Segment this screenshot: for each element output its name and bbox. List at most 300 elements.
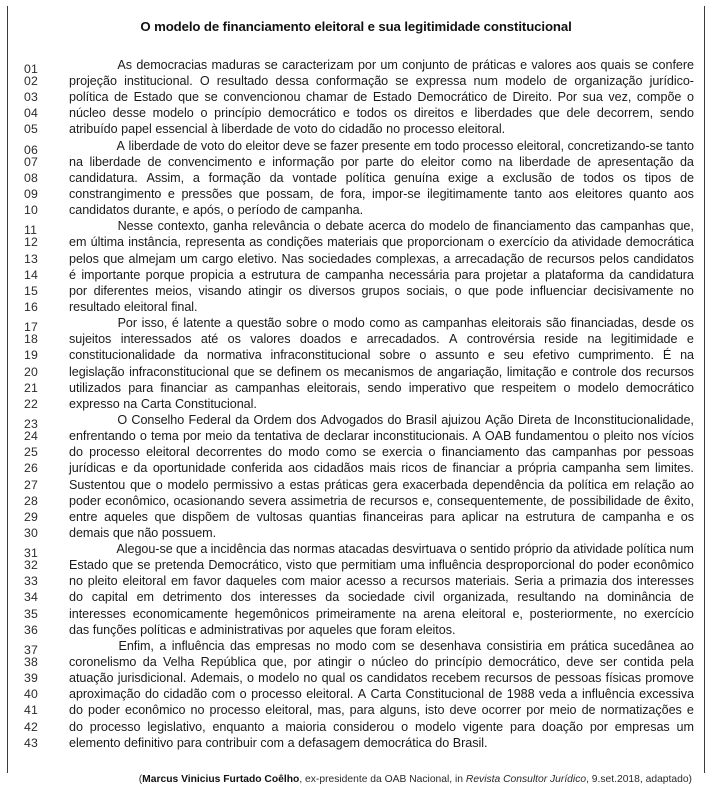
word: normas xyxy=(293,542,335,557)
word: ganha xyxy=(212,219,248,234)
word: se xyxy=(634,57,648,72)
word: o xyxy=(563,380,571,395)
line-number: 21 xyxy=(24,380,39,395)
word: cidadãos xyxy=(313,461,364,476)
word: pleito xyxy=(603,429,634,444)
word: Constitucional xyxy=(405,687,484,702)
word: a xyxy=(486,170,494,185)
word: com xyxy=(281,574,306,589)
line-number: 08 xyxy=(24,170,39,185)
word: se xyxy=(259,364,273,379)
word: direitos xyxy=(413,106,455,121)
word: de xyxy=(560,170,575,185)
line-number: 19 xyxy=(24,348,39,363)
word: eleitoral. xyxy=(306,687,354,702)
word: administrativas xyxy=(200,622,284,637)
word: influência xyxy=(428,558,482,573)
word: democrático xyxy=(625,380,694,395)
word: de xyxy=(679,170,694,185)
word: os xyxy=(325,364,340,379)
word: modelo xyxy=(505,73,547,88)
word: definem xyxy=(276,364,322,379)
word: da xyxy=(555,542,570,557)
word: para xyxy=(510,719,536,734)
word: a xyxy=(277,477,285,492)
word: contribuir xyxy=(205,735,257,750)
word: do xyxy=(410,219,425,234)
word: aqueles xyxy=(308,622,353,637)
word: declarar xyxy=(323,429,370,444)
word: genuína xyxy=(393,170,440,185)
word: do xyxy=(69,590,83,605)
word: físicas xyxy=(605,671,641,686)
word: das xyxy=(525,445,546,460)
word: modelo xyxy=(152,106,194,121)
word: o xyxy=(155,477,163,492)
word: aos xyxy=(548,186,569,201)
word: essencial xyxy=(155,122,208,137)
word: período xyxy=(237,203,281,218)
line-number: 36 xyxy=(24,622,39,637)
text-line xyxy=(24,186,694,202)
word: consistiria xyxy=(486,638,543,653)
word: vultosas xyxy=(256,509,303,524)
word: do xyxy=(321,122,336,137)
word: candidatos xyxy=(69,203,130,218)
word: ocasionando xyxy=(173,493,245,508)
text-line xyxy=(24,735,694,751)
line-content xyxy=(69,702,694,718)
word: se xyxy=(362,445,376,460)
word: decorrem, xyxy=(596,106,654,121)
word: parte xyxy=(365,154,394,169)
text-line xyxy=(24,105,694,121)
word: aproximação xyxy=(69,687,141,702)
text-line xyxy=(24,460,694,476)
word: democrático xyxy=(268,106,337,121)
word: última xyxy=(90,235,124,250)
word: práticas xyxy=(472,57,516,72)
word: liberdade xyxy=(89,154,141,169)
word: do xyxy=(579,558,593,573)
source-attribution xyxy=(0,773,712,787)
word: do xyxy=(69,703,83,718)
word: democrática xyxy=(625,235,694,250)
word: arrecadação xyxy=(454,251,525,266)
word: estas xyxy=(289,477,320,492)
text-line xyxy=(24,606,694,622)
word: financiamento xyxy=(493,219,571,234)
word: no xyxy=(190,703,205,718)
word: o xyxy=(487,235,495,250)
word: a xyxy=(570,687,578,702)
word: imperativo xyxy=(408,380,467,395)
word: hegemônicos xyxy=(234,606,310,621)
word: entre xyxy=(69,509,98,524)
line-content xyxy=(69,557,694,573)
word: condições xyxy=(266,235,323,250)
word: que xyxy=(112,558,134,573)
word: OAB xyxy=(484,429,512,444)
word: processo xyxy=(462,138,514,153)
word: e xyxy=(189,622,197,637)
word: decisivamente xyxy=(593,283,674,298)
line-number: 18 xyxy=(24,332,39,347)
word: enfrentando xyxy=(69,429,136,444)
line-number: 20 xyxy=(24,364,39,379)
word: financiamento xyxy=(441,445,520,460)
word: e xyxy=(460,106,468,121)
text-line xyxy=(24,444,694,460)
word: para xyxy=(128,380,154,395)
word: sucedânea xyxy=(613,638,675,653)
line-number: 14 xyxy=(24,267,39,282)
line-content xyxy=(69,364,694,380)
word: com xyxy=(372,638,396,653)
word: sociedades xyxy=(308,251,372,266)
word: decorrentes xyxy=(195,445,262,460)
word: quantias xyxy=(309,509,357,524)
word: núcleo xyxy=(69,106,106,121)
word: a xyxy=(200,542,208,557)
word: que xyxy=(178,90,199,105)
word: das xyxy=(575,219,596,234)
word: os xyxy=(227,332,241,347)
word: relevância xyxy=(252,219,310,234)
line-number: 10 xyxy=(24,203,39,218)
word: à xyxy=(210,122,218,137)
word: por xyxy=(589,719,608,734)
word: processo xyxy=(251,687,302,702)
word: eleitor xyxy=(420,154,455,169)
word: veda xyxy=(539,687,567,702)
word: plataforma xyxy=(545,267,605,282)
word: e, xyxy=(512,606,523,621)
word: modelo xyxy=(414,719,456,734)
word: Enfim, xyxy=(118,638,154,653)
word: visto xyxy=(286,558,312,573)
word: durante, xyxy=(133,203,179,218)
word: na xyxy=(498,154,513,169)
text-line xyxy=(24,638,694,658)
word: dos xyxy=(230,590,251,605)
word: pela xyxy=(670,655,694,670)
text-line xyxy=(24,299,694,315)
word: aplicar xyxy=(461,509,499,524)
word: do xyxy=(145,687,159,702)
word: em xyxy=(547,638,565,653)
word: em xyxy=(136,590,154,605)
word: se xyxy=(401,638,415,653)
word: interesses xyxy=(69,606,126,621)
word: Inconstitucionalidade, xyxy=(573,412,694,427)
line-content xyxy=(69,170,694,186)
word: dos xyxy=(621,364,642,379)
word: eleitor xyxy=(245,138,280,153)
word: normatizações xyxy=(600,703,682,718)
word: civil xyxy=(413,590,435,605)
word: possibilidade xyxy=(569,493,642,508)
line-number: 12 xyxy=(24,235,39,250)
word: campanha xyxy=(325,267,384,282)
word: o xyxy=(459,542,467,557)
text-line xyxy=(24,315,694,335)
word: os xyxy=(680,509,694,524)
line-number: 31 xyxy=(24,546,39,561)
word: Carta xyxy=(370,687,402,702)
word: empresas xyxy=(614,719,670,734)
line-number: 42 xyxy=(24,719,39,734)
word: reside xyxy=(544,332,579,347)
word: que xyxy=(112,525,134,540)
word: convencionou xyxy=(223,90,301,105)
word: deve xyxy=(282,138,311,153)
word: controle xyxy=(572,364,617,379)
word: atingir xyxy=(317,655,352,670)
text-line xyxy=(24,380,694,396)
word: vez, xyxy=(608,90,632,105)
word: aos xyxy=(288,461,309,476)
word: controvérsia xyxy=(466,332,535,347)
line-content xyxy=(69,218,694,234)
text-line xyxy=(24,412,694,432)
text-line xyxy=(24,702,694,718)
word: da xyxy=(235,412,250,427)
word: de xyxy=(679,590,694,605)
word: sujeitos xyxy=(69,332,112,347)
word: materiais. xyxy=(455,574,510,589)
word: liberdades xyxy=(474,106,533,121)
word: sendo xyxy=(659,106,694,121)
line-number: 23 xyxy=(24,417,39,432)
word: eleitoral, xyxy=(516,138,565,153)
word: política xyxy=(69,90,109,105)
line-content xyxy=(69,315,694,331)
word: campanhas xyxy=(422,316,487,331)
word: questão xyxy=(236,316,282,331)
word: resultando xyxy=(517,590,576,605)
attribution-journal: Revista Consultor Jurídico xyxy=(465,773,587,785)
line-number: 40 xyxy=(24,687,39,702)
word: se xyxy=(264,57,278,72)
word: na xyxy=(69,154,83,169)
word: efetivo xyxy=(532,348,570,363)
line-number: 16 xyxy=(24,299,39,314)
word: infraconstitucional xyxy=(129,364,229,379)
word: instância, xyxy=(128,235,181,250)
word: ao xyxy=(679,638,694,653)
word: necessária xyxy=(388,267,450,282)
line-content xyxy=(69,89,694,105)
word: Ação xyxy=(485,412,514,427)
word: voto xyxy=(294,122,318,137)
line-content xyxy=(69,396,694,412)
word: jurisdicional. xyxy=(117,671,187,686)
word: projeção xyxy=(69,73,117,88)
text-line xyxy=(24,364,694,380)
line-content xyxy=(69,331,694,347)
word: enquanto xyxy=(212,719,265,734)
word: o xyxy=(139,429,147,444)
word: do xyxy=(268,445,283,460)
line-number: 07 xyxy=(24,154,39,169)
word: que xyxy=(355,622,377,637)
word: eleitos. xyxy=(415,622,456,637)
word: arena xyxy=(423,606,456,621)
word: econômico xyxy=(633,558,694,573)
line-content xyxy=(69,412,694,428)
word: se xyxy=(204,90,218,105)
word: coronelismo xyxy=(69,655,137,670)
line-content xyxy=(69,654,694,670)
line-content xyxy=(69,202,694,218)
word: na xyxy=(587,332,602,347)
word: pessoas xyxy=(647,445,694,460)
word: processo xyxy=(209,703,261,718)
word: campanhas xyxy=(600,219,665,234)
line-content xyxy=(69,670,694,686)
word: da xyxy=(679,154,694,169)
word: vontade xyxy=(292,170,337,185)
word: A xyxy=(116,138,125,153)
text-line xyxy=(24,170,694,186)
word: atividade xyxy=(573,542,624,557)
line-content xyxy=(69,589,694,605)
word: as xyxy=(404,316,418,331)
word: e, xyxy=(422,493,433,508)
word: os xyxy=(622,170,636,185)
line-content xyxy=(69,622,694,638)
word: Nesse xyxy=(117,219,154,234)
word: de xyxy=(581,509,596,524)
word: cumprimento. xyxy=(578,348,654,363)
word: legislação xyxy=(69,364,125,379)
word: um xyxy=(676,719,694,734)
word: como xyxy=(325,445,357,460)
word: exclusão xyxy=(502,170,552,185)
word: as xyxy=(214,380,228,395)
word: ajuizou xyxy=(441,412,481,427)
word: Estado xyxy=(69,558,108,573)
word: a xyxy=(238,267,246,282)
word: da xyxy=(553,235,568,250)
word: ilegitimamente xyxy=(427,186,508,201)
line-content xyxy=(69,267,694,283)
word: para xyxy=(176,735,202,750)
word: relação xyxy=(634,477,676,492)
word: modelo xyxy=(577,380,619,395)
word: almejam xyxy=(128,251,176,266)
word: chamar xyxy=(306,90,348,105)
word: para xyxy=(349,703,375,718)
word: que xyxy=(233,364,255,379)
word: do xyxy=(435,735,450,750)
word: Sustentou xyxy=(69,477,126,492)
word: liberdade xyxy=(221,122,273,137)
word: estrutura xyxy=(251,267,301,282)
word: um xyxy=(180,251,198,266)
line-content xyxy=(69,57,694,73)
word: Assim, xyxy=(146,170,185,185)
line-content xyxy=(69,444,694,460)
word: Direta xyxy=(517,412,552,427)
text-line xyxy=(24,347,694,363)
word: vícios xyxy=(662,429,694,444)
word: assimetria xyxy=(290,493,348,508)
word: Advogados xyxy=(320,412,384,427)
text-line xyxy=(24,267,694,283)
word: por xyxy=(340,154,359,169)
word: de xyxy=(536,671,551,686)
word: caracterizam xyxy=(282,57,354,72)
word: da xyxy=(269,170,284,185)
word: Por xyxy=(117,316,138,331)
word: excessiva xyxy=(639,687,694,702)
word: de xyxy=(551,493,566,508)
word: aos xyxy=(673,186,694,201)
word: doação xyxy=(541,719,583,734)
word: financiadas, xyxy=(570,316,638,331)
word: isso, xyxy=(141,316,168,331)
text-line xyxy=(24,573,694,589)
word: elemento xyxy=(69,735,121,750)
word: pode xyxy=(495,283,524,298)
word: no xyxy=(623,606,638,621)
word: representa xyxy=(185,235,245,250)
text-line xyxy=(24,428,694,444)
word: empresas xyxy=(255,638,311,653)
word: normativa xyxy=(206,348,262,363)
word: do xyxy=(400,154,415,169)
word: própria xyxy=(517,461,557,476)
word: atuação xyxy=(69,671,114,686)
paragraph-indent xyxy=(69,57,113,73)
word: de xyxy=(488,687,503,702)
line-content xyxy=(69,606,694,622)
line-number: 35 xyxy=(24,606,39,621)
word: Conselho xyxy=(131,412,185,427)
word: se xyxy=(395,73,409,88)
word: Por xyxy=(557,90,578,105)
word: proporcionam xyxy=(407,235,484,250)
line-content xyxy=(69,638,694,654)
word: pressões xyxy=(181,186,233,201)
word: recursos xyxy=(370,493,418,508)
word: de xyxy=(353,90,368,105)
word: uma xyxy=(400,558,425,573)
word: sentido xyxy=(469,542,511,557)
word: e xyxy=(487,348,495,363)
word: mais xyxy=(369,461,396,476)
word: das xyxy=(229,638,251,653)
word: acesso xyxy=(346,574,386,589)
word: tanto xyxy=(514,186,542,201)
word: econômico, xyxy=(105,493,170,508)
word: Brasil. xyxy=(452,735,488,750)
word: debate xyxy=(325,219,364,234)
word: poder xyxy=(87,703,120,718)
word: por xyxy=(182,429,201,444)
word: de xyxy=(493,90,507,105)
word: Carta xyxy=(140,396,172,411)
word: em xyxy=(413,138,432,153)
word: com xyxy=(211,687,236,702)
word: candidatura xyxy=(628,267,694,282)
word: da xyxy=(133,461,148,476)
word: financeiras xyxy=(362,509,424,524)
word: meio xyxy=(205,429,233,444)
word: primazia xyxy=(559,574,608,589)
